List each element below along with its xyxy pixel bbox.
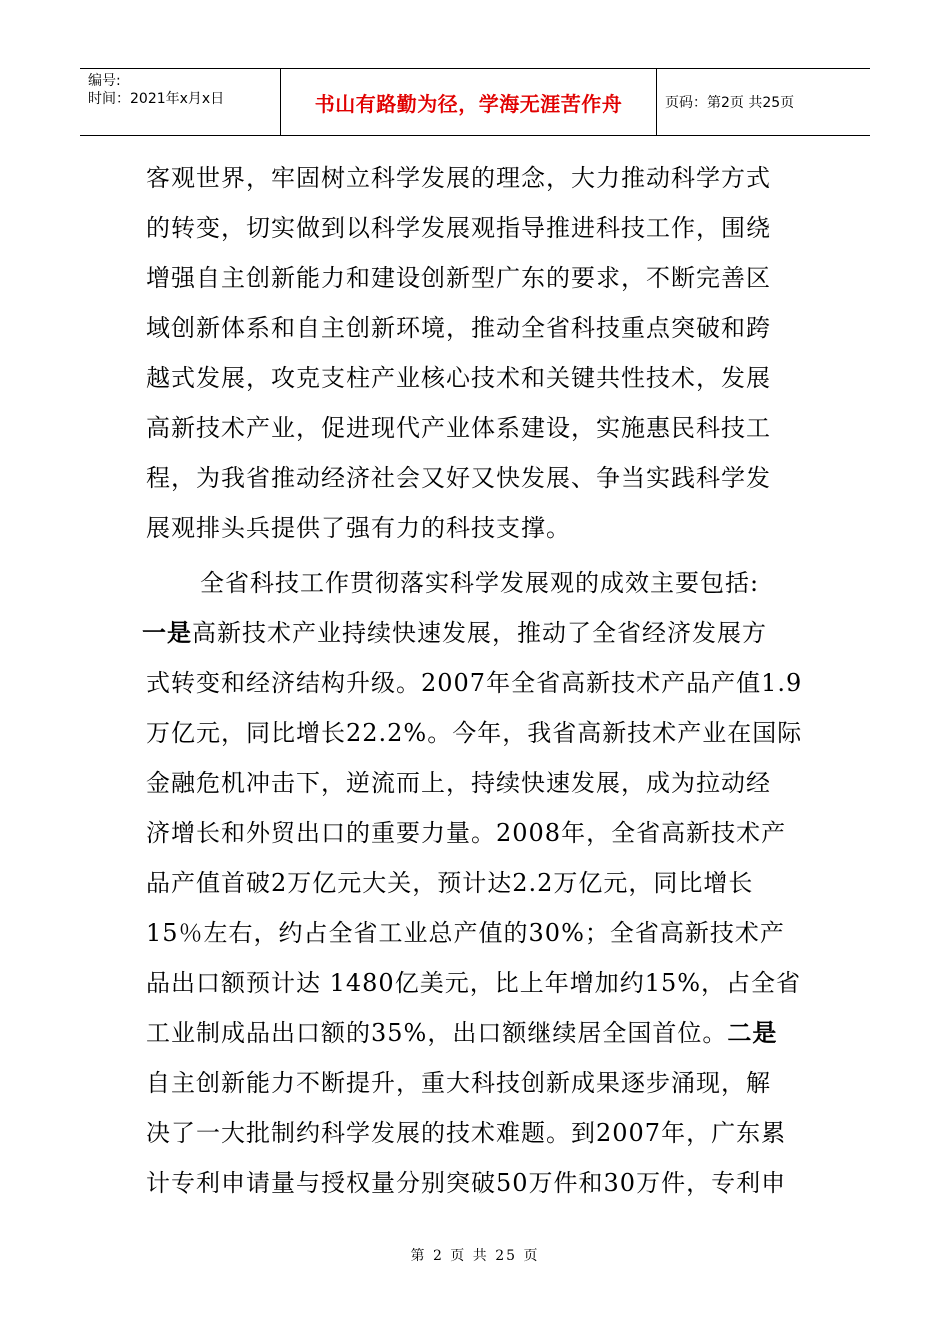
document-number-label: 编号: bbox=[88, 73, 121, 89]
body-line-text: 增强自主创新能力和建设创新型广东的要求，不断完善区 bbox=[146, 264, 771, 292]
body-line bbox=[146, 867, 753, 899]
body-line-text: 展观排头兵提供了强有力的科技支撑。 bbox=[146, 514, 571, 542]
body-line bbox=[146, 1167, 786, 1199]
body-line-text: 15％左右，约占全省工业总产值的30%；全省高新技术产 bbox=[146, 919, 785, 947]
body-line bbox=[146, 162, 771, 194]
body-line bbox=[146, 1117, 786, 1149]
body-line-text: 高新技术产业，促进现代产业体系建设，实施惠民科技工 bbox=[146, 414, 771, 442]
body-line-text: 域创新体系和自主创新环境，推动全省科技重点突破和跨 bbox=[146, 314, 771, 342]
body-line bbox=[146, 967, 801, 999]
body-line-text: 济增长和外贸出口的重要力量。2008年，全省高新技术产 bbox=[146, 819, 787, 847]
body-line bbox=[146, 412, 771, 444]
body-line bbox=[146, 917, 785, 949]
body-line-text: 计专利申请量与授权量分别突破50万件和30万件，专利申 bbox=[146, 1169, 787, 1197]
body-line bbox=[146, 767, 771, 799]
body-line bbox=[146, 462, 771, 494]
body-line-text: 工业制成品出口额的35%，出口额继续居全国首位。 bbox=[146, 1019, 728, 1047]
body-line bbox=[146, 212, 771, 244]
body-line bbox=[146, 1067, 771, 1099]
header-page-cell bbox=[657, 69, 870, 135]
header-motto-cell bbox=[281, 69, 657, 135]
page-header bbox=[80, 68, 870, 136]
body-line-text: 决了一大批制约科学发展的技术难题。到2007年，广东累 bbox=[146, 1119, 787, 1147]
header-page-info: 页码：第2页 共25页 bbox=[665, 95, 795, 111]
header-motto: 书山有路勤为径，学海无涯苦作舟 bbox=[314, 91, 623, 116]
body-line bbox=[146, 717, 802, 749]
body-line bbox=[146, 512, 571, 544]
body-line-text: 品产值首破2万亿元大关，预计达2.2万亿元，同比增长 bbox=[146, 869, 754, 897]
body-line-text: 客观世界，牢固树立科学发展的理念，大力推动科学方式 bbox=[146, 164, 771, 192]
body-line bbox=[146, 362, 771, 394]
emphasis-marker: 二是 bbox=[727, 1019, 778, 1047]
body-line bbox=[142, 617, 767, 649]
body-line bbox=[146, 262, 771, 294]
header-meta-cell bbox=[80, 69, 281, 135]
body-line-text: 高新技术产业持续快速发展，推动了全省经济发展方 bbox=[192, 619, 767, 647]
body-line bbox=[200, 567, 759, 599]
document-time-label: 时间：2021年x月x日 bbox=[88, 91, 225, 107]
body-line bbox=[146, 817, 786, 849]
body-line-text: 越式发展，攻克支柱产业核心技术和关键共性技术，发展 bbox=[146, 364, 771, 392]
body-line-text: 自主创新能力不断提升，重大科技创新成果逐步涌现，解 bbox=[146, 1069, 771, 1097]
page-footer: 第 2 页 共 25 页 bbox=[410, 1248, 540, 1264]
body-line bbox=[146, 312, 771, 344]
body-line-text: 的转变，切实做到以科学发展观指导推进科技工作，围绕 bbox=[146, 214, 771, 242]
body-line-text: 万亿元，同比增长22.2%。今年，我省高新技术产业在国际 bbox=[146, 719, 803, 747]
body-line-text: 程，为我省推动经济社会又好又快发展、争当实践科学发 bbox=[146, 464, 771, 492]
body-line bbox=[146, 667, 802, 699]
body-line-text: 金融危机冲击下，逆流而上，持续快速发展，成为拉动经 bbox=[146, 769, 771, 797]
body-line-text: 式转变和经济结构升级。2007年全省高新技术产品产值1.9 bbox=[146, 669, 803, 697]
body-line-text: 品出口额预计达 1480亿美元，比上年增加约15%，占全省 bbox=[146, 969, 802, 997]
body-line-text: 全省科技工作贯彻落实科学发展观的成效主要包括: bbox=[200, 569, 760, 597]
body-line bbox=[146, 1017, 777, 1049]
emphasis-marker: 一是 bbox=[142, 619, 192, 647]
